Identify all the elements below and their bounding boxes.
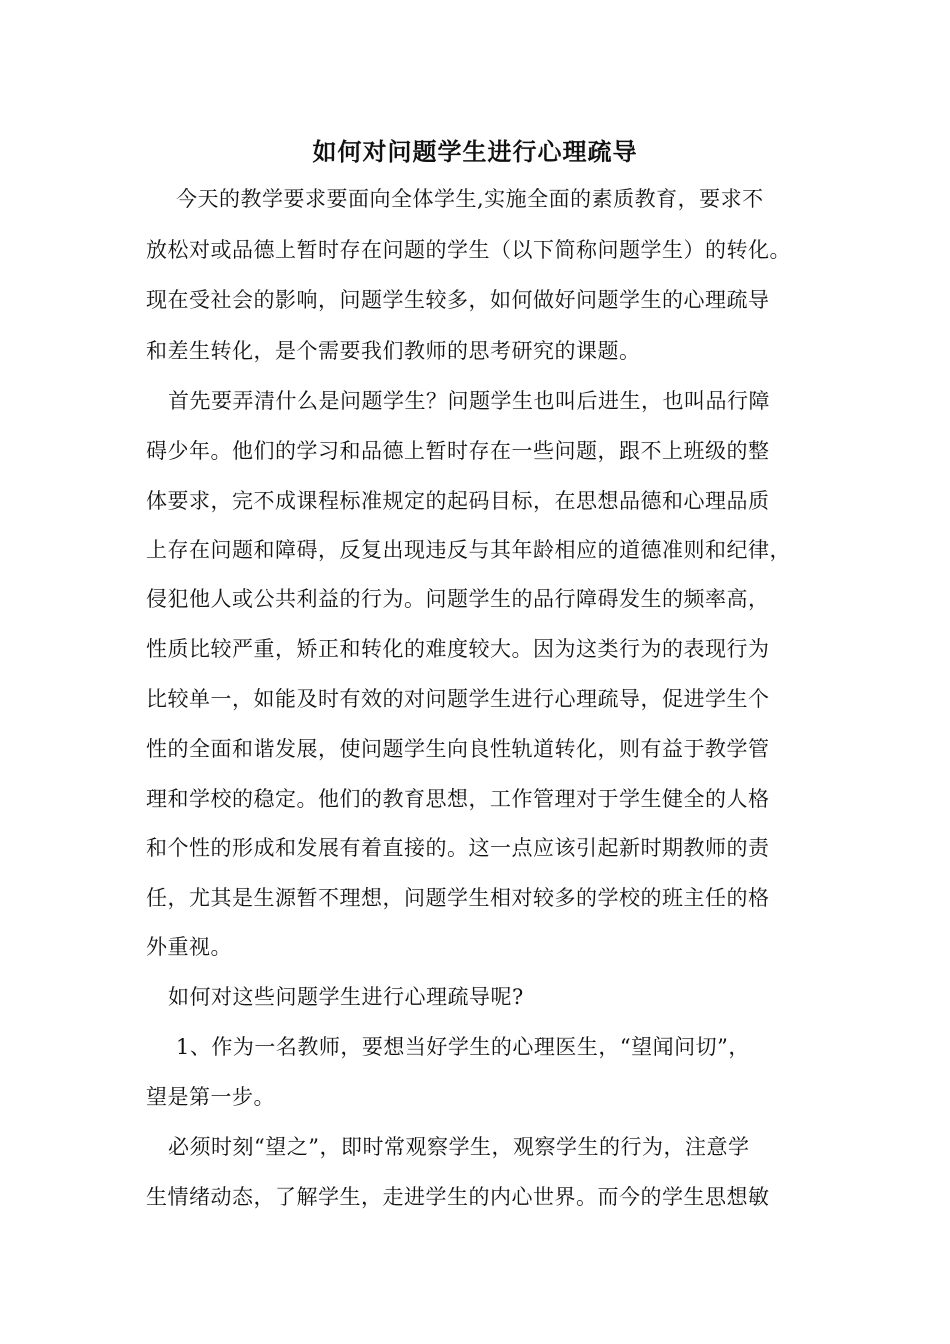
paragraph-line: 和差生转化，是个需要我们教师的思考研究的课题。 <box>146 339 641 363</box>
paragraph-line: 性的全面和谐发展，使问题学生向良性轨道转化，则有益于教学管 <box>146 737 770 761</box>
paragraph-line: 放松对或品德上暂时存在问题的学生（以下简称问题学生）的转化。 <box>146 238 791 262</box>
paragraph-line: 理和学校的稳定。他们的教育思想，工作管理对于学生健全的人格 <box>146 787 770 811</box>
paragraph-line: 性质比较严重，矫正和转化的难度较大。因为这类行为的表现行为 <box>146 637 770 661</box>
paragraph-line: 外重视。 <box>146 935 232 959</box>
paragraph-line: 现在受社会的影响，问题学生较多，如何做好问题学生的心理疏导 <box>146 288 770 312</box>
paragraph-line: 今天的教学要求要面向全体学生,实施全面的素质教育，要求不 <box>176 187 764 211</box>
paragraph-line: 1、作为一名教师，要想当好学生的心理医生，“望闻问切”， <box>176 1035 750 1059</box>
paragraph-line: 比较单一，如能及时有效的对问题学生进行心理疏导，促进学生个 <box>146 687 770 711</box>
paragraph-line: 碍少年。他们的学习和品德上暂时存在一些问题，跟不上班级的整 <box>146 439 770 463</box>
paragraph-line: 上存在问题和障碍，反复出现违反与其年龄相应的道德准则和纪律， <box>146 538 791 562</box>
paragraph-line: 任，尤其是生源暂不理想，问题学生相对较多的学校的班主任的格 <box>146 886 770 910</box>
paragraph-line: 如何对这些问题学生进行心理疏导呢? <box>168 985 524 1009</box>
document-title: 如何对问题学生进行心理疏导 <box>312 137 638 166</box>
paragraph-line: 和个性的形成和发展有着直接的。这一点应该引起新时期教师的责 <box>146 836 770 860</box>
paragraph-line: 首先要弄清什么是问题学生？问题学生也叫后进生，也叫品行障 <box>168 389 770 413</box>
paragraph-line: 体要求，完不成课程标准规定的起码目标，在思想品德和心理品质 <box>146 489 770 513</box>
paragraph-line: 侵犯他人或公共利益的行为。问题学生的品行障碍发生的频率高， <box>146 587 770 611</box>
paragraph-line: 生情绪动态，了解学生，走进学生的内心世界。而今的学生思想敏 <box>146 1185 770 1209</box>
paragraph-line: 必须时刻“望之”，即时常观察学生，观察学生的行为，注意学 <box>168 1135 750 1159</box>
paragraph-line: 望是第一步。 <box>146 1085 275 1109</box>
